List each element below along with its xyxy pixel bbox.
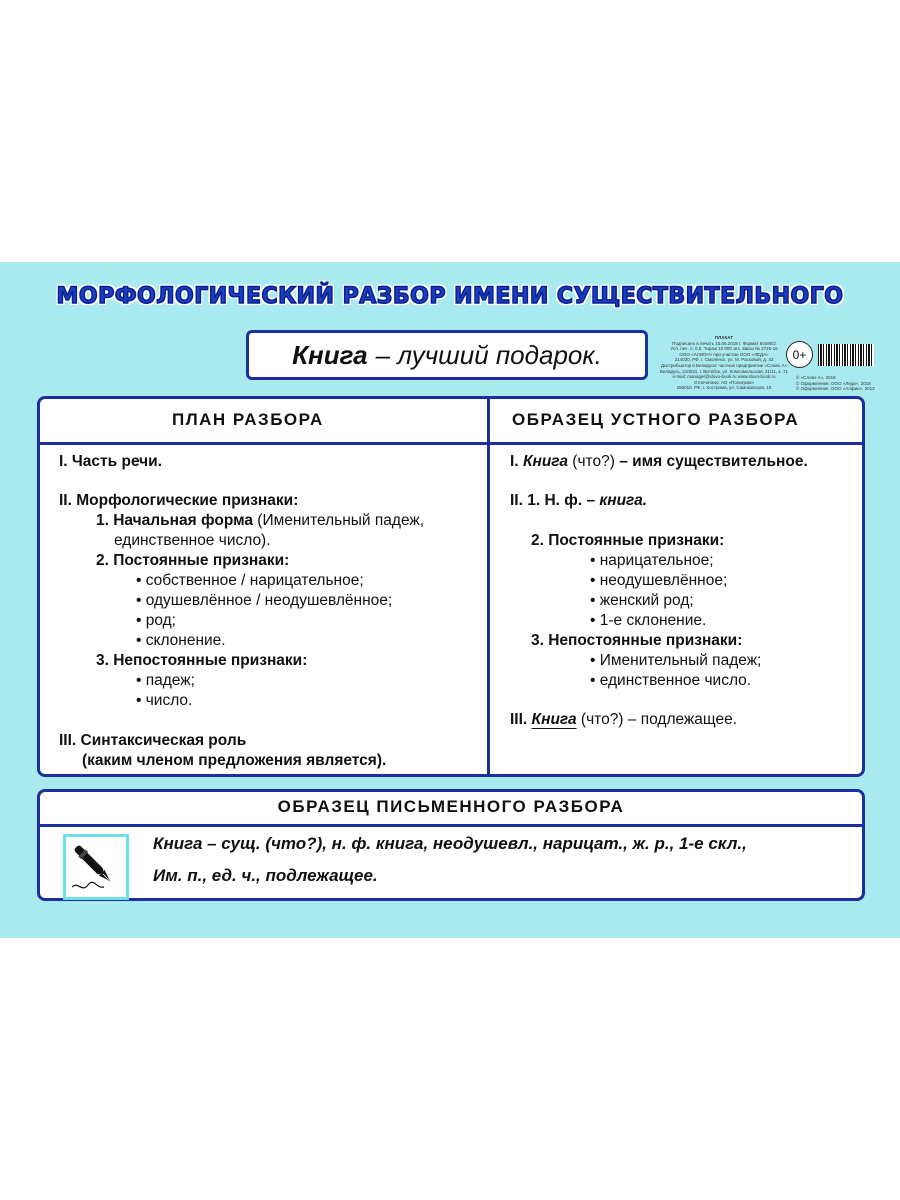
imprint-line: 156010, РФ, г. Кострома, ул. Самоковская, 10 xyxy=(676,385,772,391)
column-divider xyxy=(487,399,490,774)
plan-morph-heading: II. Морфологические признаки: xyxy=(59,492,299,509)
oral-line-1-num: I. xyxy=(510,453,519,470)
poster-title: МОРФОЛОГИЧЕСКИЙ РАЗБОР ИМЕНИ СУЩЕСТВИТЕЛЬНОГО xyxy=(56,284,844,309)
plan-part-of-speech: I. Часть речи. xyxy=(59,453,163,470)
oral-constant-item: • женский род; xyxy=(590,592,694,609)
example-sentence xyxy=(246,330,648,380)
oral-line-1-rest: – имя существительное. xyxy=(619,453,808,470)
oral-syntax-num: III. xyxy=(510,711,528,728)
plan-constant-item: • одушевлённое / неодушевлённое; xyxy=(136,592,393,609)
oral-variable-item: • единственное число. xyxy=(590,672,752,689)
header-divider xyxy=(40,442,862,445)
oral-syntax-rest: – подлежащее. xyxy=(627,711,738,728)
written-line-2: Им. п., ед. ч., подлежащее. xyxy=(153,866,378,885)
oral-line-1-question: (что?) xyxy=(572,453,615,470)
plan-variable-heading: 3. Непостоянные признаки: xyxy=(96,652,308,669)
copyright-block xyxy=(796,375,896,392)
imprint-line: Беларусь, 210031, г. Витебск, ул. Комсомольская, 21/11, к. 71 xyxy=(660,368,788,374)
oral-syntax-question: (что?) xyxy=(580,711,624,728)
plan-constant-item: • склонение. xyxy=(136,632,226,649)
oral-line-2-word: книга. xyxy=(599,492,648,509)
plan-initial-form-label: 1. Начальная форма xyxy=(96,512,253,529)
oral-line-2 xyxy=(510,491,647,511)
copyright-line: © Оформление. ООО «Леда», 2018 xyxy=(796,380,871,386)
written-header-divider xyxy=(40,824,862,827)
oral-syntax-line xyxy=(510,710,737,730)
plan-initial-form-note: (Именительный падеж, xyxy=(257,512,425,529)
imprint-line: ООО «АЛИОН» при участии ООО «ЛЕДА» xyxy=(679,351,769,357)
plan-syntax-heading: III. Синтаксическая роль xyxy=(59,732,247,749)
copyright-line: © Оформление. ООО «Алфин», 2013 xyxy=(796,386,875,392)
written-line-1: Книга – сущ. (что?), н. ф. книга, неодушевл., нарицат., ж. р., 1-е скл., xyxy=(153,834,747,853)
oral-heading: ОБРАЗЕЦ УСТНОГО РАЗБОРА xyxy=(512,410,800,429)
analysis-table xyxy=(37,396,865,777)
imprint-line: Дистрибьютор в Беларуси: частное предприятие «Слово А» xyxy=(661,362,787,368)
sentence-word: Книга xyxy=(292,339,368,370)
imprint-line: ПЛАКАТ xyxy=(714,335,734,340)
plan-constant-item: • собственное / нарицательное; xyxy=(136,572,364,589)
plan-syntax-note: (каким членом предложения является). xyxy=(82,752,387,769)
plan-constant-heading: 2. Постоянные признаки: xyxy=(96,552,290,569)
written-heading: ОБРАЗЕЦ ПИСЬМЕННОГО РАЗБОРА xyxy=(277,797,625,816)
imprint-block xyxy=(660,335,788,391)
pen-icon xyxy=(63,834,129,900)
oral-line-1 xyxy=(510,452,808,472)
plan-constant-item: • род; xyxy=(136,612,176,629)
sentence-rest: – лучший подарок. xyxy=(375,339,602,370)
oral-syntax-word: Книга xyxy=(531,711,577,728)
plan-initial-form xyxy=(96,511,424,531)
copyright-line: © «Слово А», 2018 xyxy=(796,375,836,380)
barcode-icon xyxy=(818,344,874,366)
oral-constant-item: • 1-е склонение. xyxy=(590,612,707,629)
imprint-line: Усл. печ. л. 0,5. Тираж 10 000 экз. Заказ № 2725-16 xyxy=(670,346,778,352)
age-rating-badge: 0+ xyxy=(786,341,813,368)
oral-variable-heading: 3. Непостоянные признаки: xyxy=(531,632,743,649)
plan-initial-form-note2: единственное число). xyxy=(114,532,271,549)
imprint-line: 214030, РФ, г. Смоленск, ул. М. Расковой, д. 43 xyxy=(674,357,774,363)
oral-line-2-prefix: II. 1. Н. ф. – xyxy=(510,492,596,509)
imprint-line: Подписано в печать 15.06.2018 г. Формат 60x90/2 xyxy=(672,340,776,346)
oral-constant-heading: 2. Постоянные признаки: xyxy=(531,532,725,549)
imprint-line: e-mail: manager@slovo-book.ru www.slovo-book.ru xyxy=(672,374,776,380)
written-sample-box xyxy=(37,789,865,901)
imprint-line: Отпечатано: АО «Полиграм» xyxy=(693,379,755,385)
poster xyxy=(0,262,900,938)
oral-line-1-word: Книга xyxy=(522,453,568,470)
oral-constant-item: • нарицательное; xyxy=(590,552,714,569)
plan-heading: ПЛАН РАЗБОРА xyxy=(172,410,324,429)
oral-variable-item: • Именительный падеж; xyxy=(590,652,762,669)
oral-constant-item: • неодушевлённое; xyxy=(590,572,728,589)
plan-variable-item: • число. xyxy=(136,692,193,709)
plan-variable-item: • падеж; xyxy=(136,672,195,689)
